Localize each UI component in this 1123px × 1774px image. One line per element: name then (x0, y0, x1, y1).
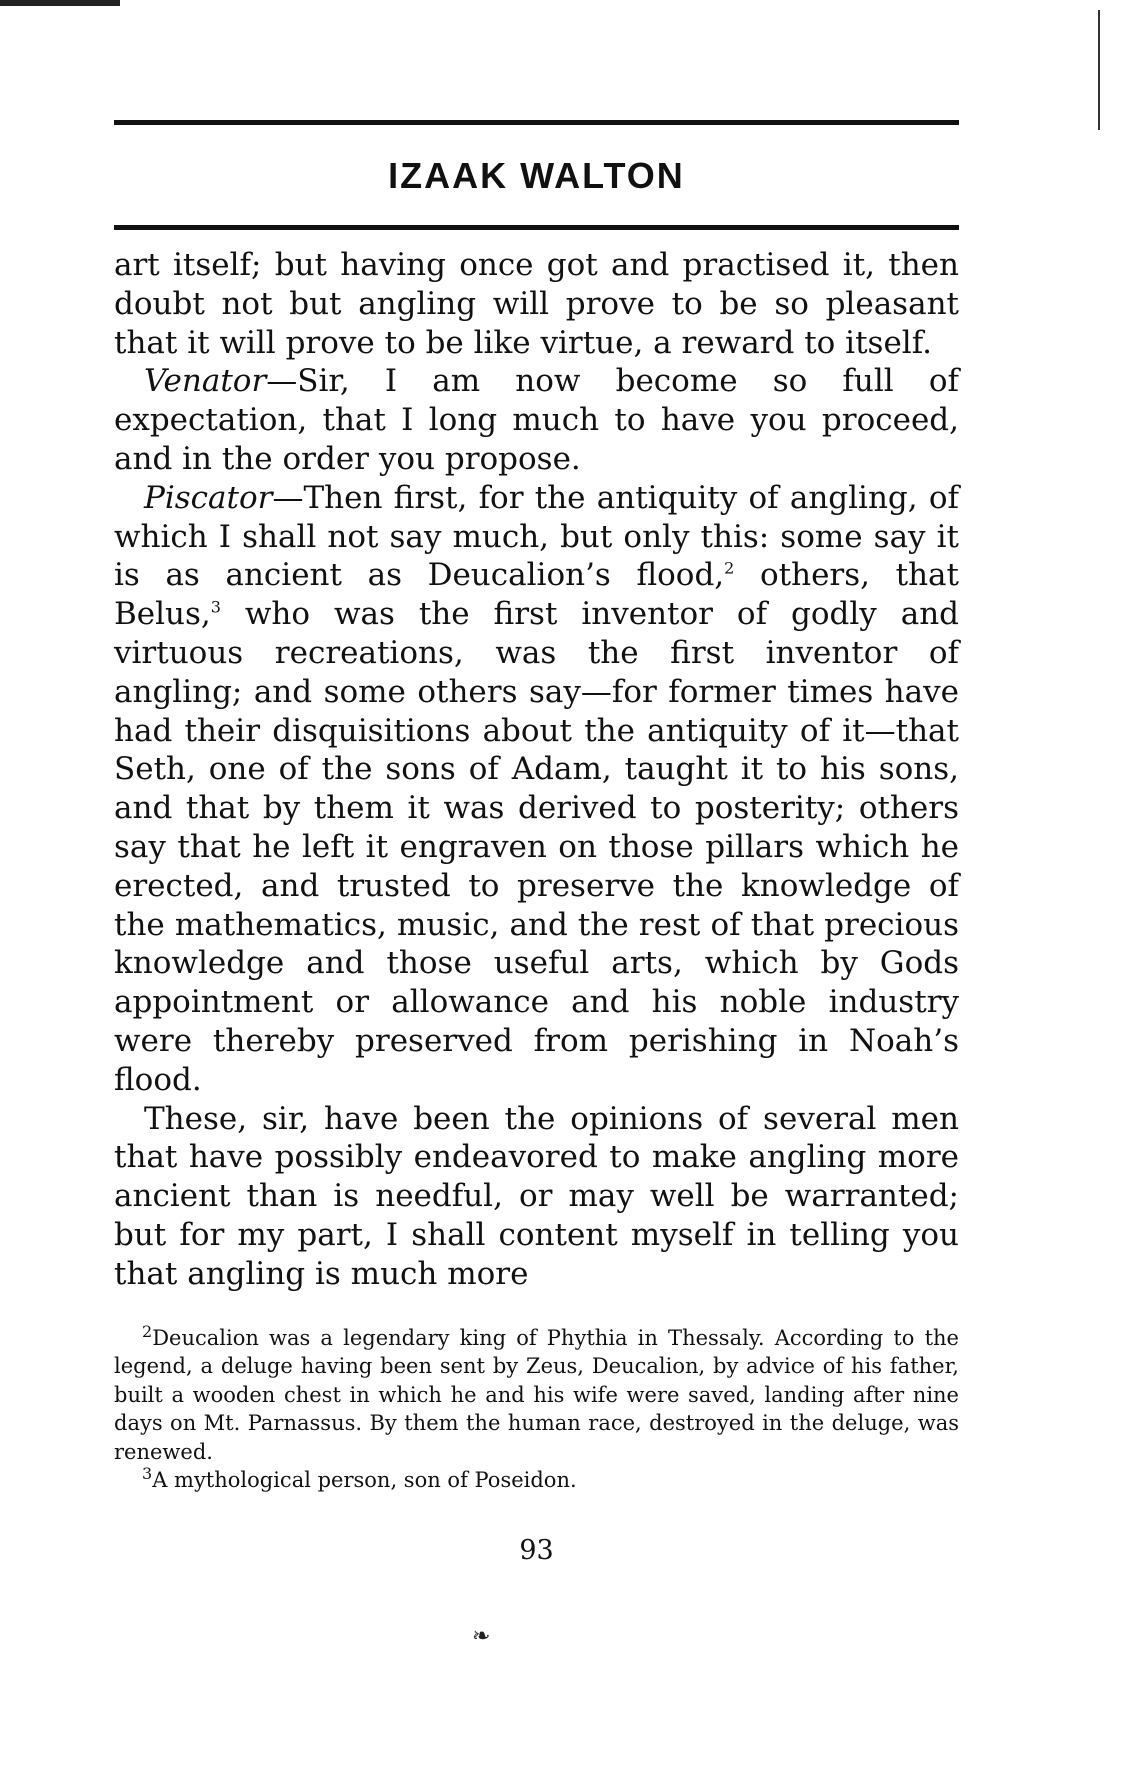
speech-text: —Sir, I am now become so full of expectation, that I long much to have you proceed, and in the order you propose. (114, 363, 959, 477)
speech-text: others, that Belus, (114, 557, 959, 633)
header-rule-bottom (114, 225, 959, 230)
footnote-text: Deucalion was a legendary king of Phythia in Thessaly. According to the legend, a deluge having been sent by Zeus, Deucalion, by advice of his father, built a wooden chest in which he and his wife were saved, landing after nine days on Mt. Parnassus. By them the human race, destroyed in the deluge, was renewed. (114, 1325, 959, 1464)
footnotes (114, 1321, 959, 1496)
paragraph (114, 362, 959, 478)
speech-text: —Then first, for the antiquity of angling, of which I shall not say much, but only this: some say it is as ancient as Deucalion’s flood, (114, 479, 959, 594)
footnote-ref[interactable]: 3 (210, 597, 221, 617)
scan-edge-line (1098, 10, 1104, 130)
footnote-text: A mythological person, son of Poseidon. (152, 1468, 577, 1493)
running-head: IZAAK WALTON (388, 155, 685, 196)
footnote (114, 1321, 959, 1467)
body-text (114, 246, 959, 1294)
header-rule-top (114, 120, 959, 125)
paragraph: art itself; but having once got and practised it, then doubt not but angling will prove to be so pleasant that it will prove to be like virtue, a reward to itself. (114, 247, 959, 361)
page-number: 93 (519, 1535, 554, 1567)
printer-ornament-icon: ❧ (472, 1624, 491, 1649)
scan-edge-mark (0, 0, 120, 6)
speaker-name: Piscator (144, 479, 273, 516)
footnote-marker: 2 (142, 1321, 153, 1341)
paragraph (114, 479, 959, 1100)
footnote-ref[interactable]: 2 (724, 559, 735, 579)
paragraph: These, sir, have been the opinions of several men that have possibly endeavored to make angling more ancient than is needful, or may well be warranted; but for my part, I shall content myself in telling you that angling is much more (114, 1100, 959, 1292)
text-column (114, 120, 959, 1566)
footnote-marker: 3 (142, 1464, 153, 1484)
speaker-name: Venator (144, 363, 267, 400)
footnote (114, 1466, 959, 1495)
speech-text: who was the first inventor of godly and virtuous recreations, was the first inventor of angling; and some others say—for former times have had their disquisitions about the antiquity of it—that Seth, one of the sons of Adam, taught it to his sons, and that by them it was derived to posterity; others say that he left it engraven on those pillars which he erected, and trusted to preserve the knowledge of the mathematics, music, and the rest of that precious knowledge and those useful arts, which by Gods appointment or allowance and his noble industry were thereby preserved from perishing in Noah’s flood. (114, 596, 959, 1098)
